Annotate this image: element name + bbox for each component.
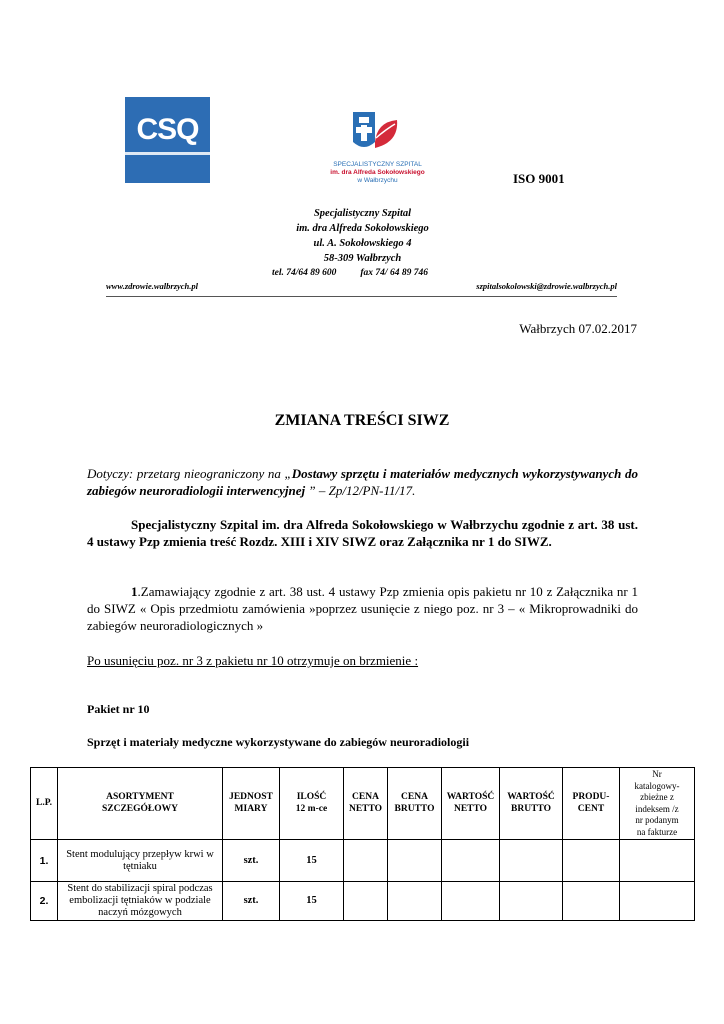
row-unit: szt. bbox=[223, 840, 280, 882]
subject-paragraph bbox=[87, 465, 638, 499]
row-producent[interactable] bbox=[563, 840, 620, 882]
place-date: Wałbrzych 07.02.2017 bbox=[519, 321, 637, 336]
row-cena-brutto[interactable] bbox=[388, 840, 442, 882]
row-qty: 15 bbox=[280, 882, 344, 921]
header-producent: PRODU- CENT bbox=[563, 768, 620, 840]
row-wartosc-brutto[interactable] bbox=[500, 882, 563, 921]
email-link[interactable]: szpitalsokolowski@zdrowie.walbrzych.pl bbox=[476, 281, 617, 291]
package-heading: Pakiet nr 10 bbox=[87, 702, 150, 716]
hospital-logo-line3: w Wałbrzychu bbox=[357, 177, 398, 184]
row-wartosc-netto[interactable] bbox=[442, 840, 500, 882]
hospital-logo-name bbox=[290, 161, 465, 185]
row-cena-brutto[interactable] bbox=[388, 882, 442, 921]
address-line: im. dra Alfreda Sokołowskiego bbox=[296, 223, 429, 234]
document-title: ZMIANA TREŚCI SIWZ bbox=[274, 412, 450, 429]
csq-logo bbox=[125, 97, 210, 183]
header-lp: L.P. bbox=[31, 768, 58, 840]
package-table bbox=[30, 767, 695, 921]
row-unit: szt. bbox=[223, 882, 280, 921]
row-katalog[interactable] bbox=[620, 840, 695, 882]
row-cena-netto[interactable] bbox=[344, 840, 388, 882]
header-wartosc-brutto: WARTOŚĆ BRUTTO bbox=[500, 768, 563, 840]
change-item-text: .Zamawiający zgodnie z art. 38 ust. 4 ustawy Pzp zmienia opis pakietu nr 10 z Załącznika nr 1 do SIWZ « Opis przedmiotu zamówienia »poprzez usunięcie z niego poz. nr 3 – « Mikroprowadniki do zabiegów neuroradiologicznych » bbox=[87, 584, 638, 633]
row-name: Stent modulujący przepływ krwi w tętniaku bbox=[58, 840, 223, 882]
table-row bbox=[31, 840, 695, 882]
row-lp: 2. bbox=[31, 882, 58, 921]
website-link[interactable]: www.zdrowie.walbrzych.pl bbox=[106, 281, 199, 291]
header-katalog: Nr katalogowy- zbieżne z indeksem /z nr podanym na fakturze bbox=[620, 768, 695, 840]
header-wartosc-netto: WARTOŚĆ NETTO bbox=[442, 768, 500, 840]
csq-logo-band bbox=[125, 152, 210, 155]
row-qty: 15 bbox=[280, 840, 344, 882]
iso-label: ISO 9001 bbox=[513, 171, 565, 186]
row-wartosc-netto[interactable] bbox=[442, 882, 500, 921]
address-line: ul. A. Sokołowskiego 4 bbox=[313, 238, 412, 249]
row-katalog[interactable] bbox=[620, 882, 695, 921]
address-line: 58-309 Wałbrzych bbox=[323, 253, 402, 264]
hospital-logo-icon bbox=[345, 108, 405, 160]
change-item-number: 1 bbox=[131, 584, 138, 599]
table-header-row bbox=[31, 768, 695, 840]
address-line: Specjalistyczny Szpital bbox=[313, 208, 412, 219]
row-name: Stent do stabilizacji spiral podczas embolizacji tętniaków w podziale naczyń mózgowych bbox=[58, 882, 223, 921]
row-cena-netto[interactable] bbox=[344, 882, 388, 921]
hospital-address bbox=[220, 206, 505, 266]
fax-number: fax 74/ 64 89 746 bbox=[360, 268, 428, 278]
row-wartosc-brutto[interactable] bbox=[500, 840, 563, 882]
csq-logo-text: CSQ bbox=[136, 113, 199, 146]
table-row bbox=[31, 882, 695, 921]
after-removal-note: Po usunięciu poz. nr 3 z pakietu nr 10 otrzymuje on brzmienie : bbox=[87, 653, 419, 668]
header-jednostka: JEDNOST MIARY bbox=[223, 768, 280, 840]
row-producent[interactable] bbox=[563, 882, 620, 921]
header-cena-brutto: CENA BRUTTO bbox=[388, 768, 442, 840]
change-item-1 bbox=[87, 583, 638, 634]
contact-phones bbox=[272, 268, 428, 278]
header-divider bbox=[106, 296, 617, 297]
row-lp: 1. bbox=[31, 840, 58, 882]
header-cena-netto: CENA NETTO bbox=[344, 768, 388, 840]
package-subtitle: Sprzęt i materiały medyczne wykorzystywane do zabiegów neuroradiologii bbox=[87, 735, 470, 749]
header-asortyment: ASORTYMENT SZCZEGÓŁOWY bbox=[58, 768, 223, 840]
phone-number: tel. 74/64 89 600 bbox=[272, 268, 337, 278]
subject-prefix: Dotyczy: przetarg nieograniczony na „ bbox=[87, 466, 292, 481]
intro-paragraph: Specjalistyczny Szpital im. dra Alfreda Sokołowskiego w Wałbrzychu zgodnie z art. 38 ust. 4 ustawy Pzp zmienia treść Rozdz. XIII i XIV SIWZ oraz Załącznika nr 1 do SIWZ. bbox=[87, 517, 638, 549]
subject-text: Dostawy sprzętu i materiałów medycznych wykorzystywanych do zabiegów neuroradiologii interwencyjnej bbox=[87, 466, 638, 498]
hospital-logo-line2: im. dra Alfreda Sokołowskiego bbox=[330, 169, 425, 176]
subject-suffix: ” – Zp/12/PN-11/17. bbox=[305, 483, 416, 498]
header-ilosc: ILOŚĆ 12 m-ce bbox=[280, 768, 344, 840]
hospital-logo-line1: SPECJALISTYCZNY SZPITAL bbox=[333, 161, 422, 168]
